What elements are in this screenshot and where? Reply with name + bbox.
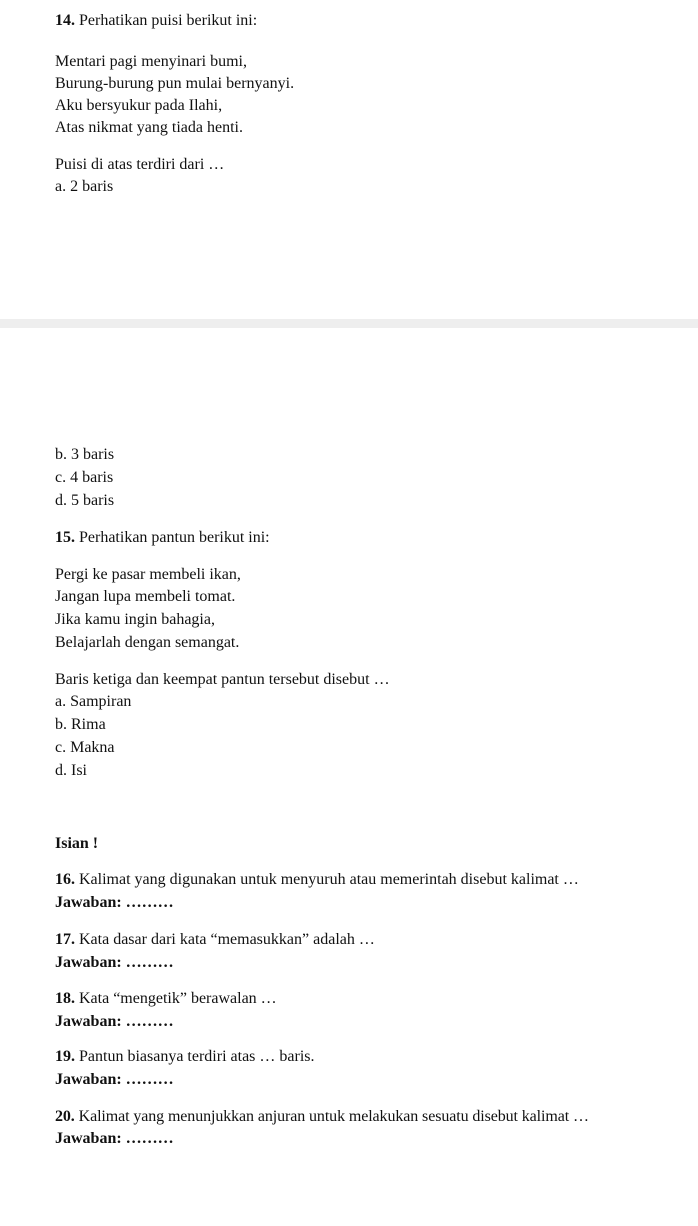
question-number: 16. [55,871,75,888]
question-text: Baris ketiga dan keempat pantun tersebut disebut … [55,671,390,688]
question-text: Pantun biasanya terdiri atas … baris. [79,1048,315,1065]
option-d: d. Isi [55,762,87,779]
poem-line: Belajarlah dengan semangat. [55,634,240,651]
section-title: Isian ! [55,835,99,852]
poem-line: Aku bersyukur pada Ilahi, [55,97,223,114]
question-text: Kalimat yang menunjukkan anjuran untuk melakukan sesuatu disebut kalimat … [78,1108,589,1125]
question-text: Puisi di atas terdiri dari … [55,156,225,173]
question-prompt: Perhatikan pantun berikut ini: [79,529,270,546]
question-number: 19. [55,1048,75,1065]
answer-label: Jawaban: ……… [55,1071,174,1088]
question-19 [55,1046,315,1068]
option-b: b. Rima [55,716,106,733]
question-16 [55,869,579,891]
question-18 [55,988,277,1010]
poem-line: Burung-burung pun mulai bernyanyi. [55,75,295,92]
question-number: 20. [55,1108,75,1125]
option-a: a. Sampiran [55,693,132,710]
page-break-divider [0,319,698,328]
poem-line: Atas nikmat yang tiada henti. [55,119,243,136]
question-14-heading [55,10,257,32]
question-15-heading [55,527,270,549]
answer-label: Jawaban: ……… [55,894,174,911]
answer-label: Jawaban: ……… [55,1013,174,1030]
option-c: c. Makna [55,739,115,756]
option-b: b. 3 baris [55,446,115,463]
question-20 [55,1106,589,1128]
poem-line: Pergi ke pasar membeli ikan, [55,566,241,583]
question-number: 18. [55,990,75,1007]
question-number: 17. [55,931,75,948]
question-number: 14. [55,12,75,29]
option-a: a. 2 baris [55,178,114,195]
option-c: c. 4 baris [55,469,114,486]
question-17 [55,929,375,951]
poem-line: Mentari pagi menyinari bumi, [55,53,247,70]
question-text: Kata dasar dari kata “memasukkan” adalah … [79,931,375,948]
question-text: Kata “mengetik” berawalan … [79,990,277,1007]
poem-line: Jangan lupa membeli tomat. [55,588,236,605]
question-text: Kalimat yang digunakan untuk menyuruh atau memerintah disebut kalimat … [79,871,579,888]
answer-label: Jawaban: ……… [55,954,174,971]
question-number: 15. [55,529,75,546]
poem-line: Jika kamu ingin bahagia, [55,611,215,628]
question-prompt: Perhatikan puisi berikut ini: [79,12,258,29]
option-d: d. 5 baris [55,492,115,509]
answer-label: Jawaban: ……… [55,1130,174,1147]
